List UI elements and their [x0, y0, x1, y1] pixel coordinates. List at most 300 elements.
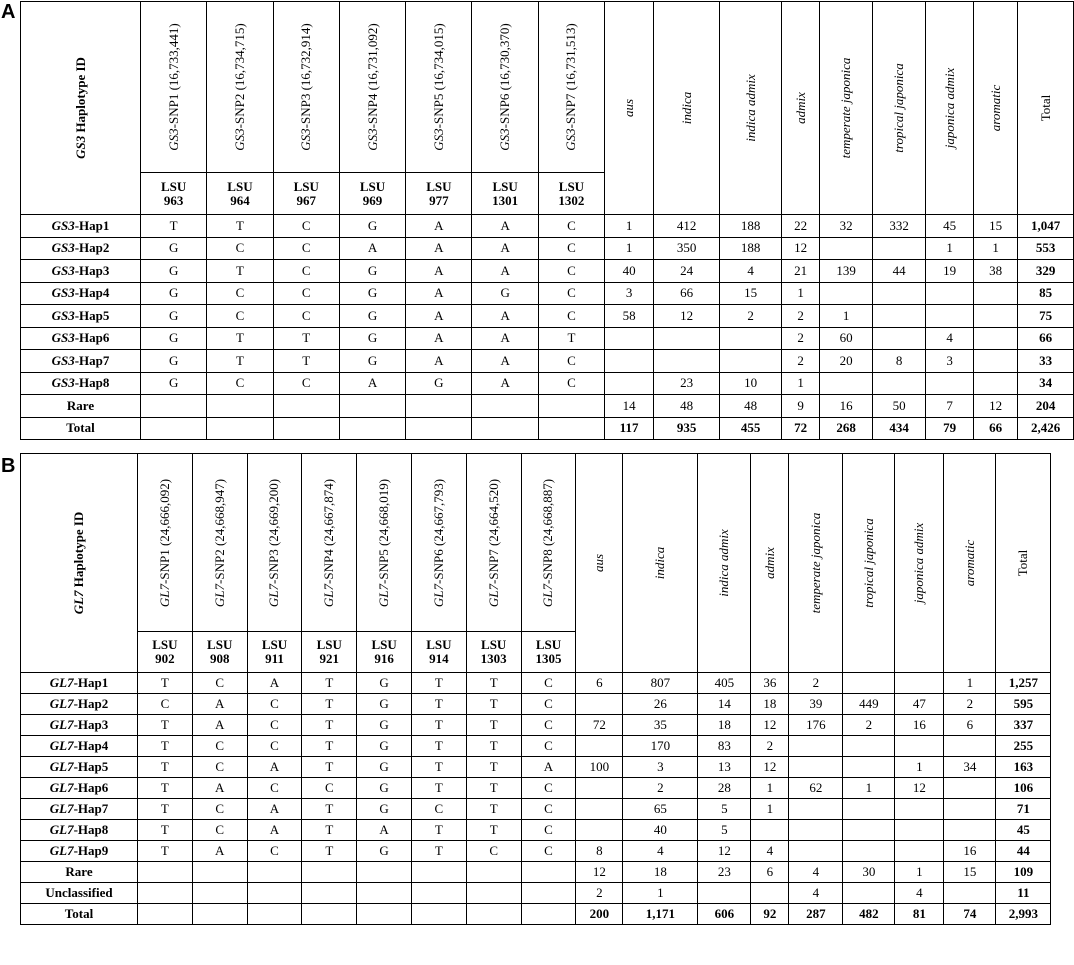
count-cell: 2	[782, 305, 820, 328]
snp-header	[472, 2, 538, 173]
count-cell: 100	[576, 757, 623, 778]
snp-allele: C	[192, 820, 247, 841]
snp-allele: C	[521, 799, 576, 820]
count-cell: 4	[789, 883, 843, 904]
lsu-label: LSU 914	[426, 637, 452, 666]
count-cell: 4	[720, 260, 782, 283]
snp-allele: T	[466, 673, 521, 694]
snp-position: -SNP4 (16,731,092)	[364, 23, 380, 129]
summary-label: Rare	[21, 862, 138, 883]
snp-allele: T	[207, 327, 273, 350]
count-cell: 455	[720, 417, 782, 440]
gene-name: GS3	[563, 128, 579, 151]
subpopulation-header	[782, 2, 820, 215]
table-row	[21, 799, 1051, 820]
snp-allele: C	[192, 736, 247, 757]
gene-name: GS3	[165, 128, 181, 151]
row-total: 66	[1018, 327, 1074, 350]
snp-allele: C	[247, 736, 302, 757]
count-cell: 2	[944, 694, 996, 715]
snp-header	[411, 454, 466, 632]
lsu-id	[357, 632, 412, 673]
haplotype-id	[21, 282, 141, 305]
summary-row	[21, 883, 1051, 904]
empty-cell	[339, 395, 405, 418]
header-label: Haplotype ID	[72, 57, 88, 136]
haplotype-suffix: -Hap9	[73, 843, 109, 858]
count-cell: 2	[720, 305, 782, 328]
count-cell: 139	[820, 260, 873, 283]
subpopulation-header	[926, 2, 974, 215]
snp-header	[207, 2, 273, 173]
snp-header	[273, 2, 339, 173]
snp-allele: G	[406, 372, 472, 395]
count-cell: 24	[654, 260, 720, 283]
snp-allele: C	[538, 372, 604, 395]
count-cell	[654, 350, 720, 373]
snp-allele: C	[302, 778, 357, 799]
subpopulation-header	[720, 2, 782, 215]
empty-cell	[138, 904, 193, 925]
snp-allele: C	[247, 778, 302, 799]
snp-position: -SNP8 (24,668,887)	[540, 478, 556, 584]
count-cell	[789, 799, 843, 820]
snp-allele: C	[521, 673, 576, 694]
count-cell: 28	[698, 778, 751, 799]
haplotype-id	[21, 715, 138, 736]
count-cell: 1	[944, 673, 996, 694]
subpopulation-header	[843, 454, 895, 673]
snp-position: -SNP7 (24,664,520)	[485, 478, 501, 584]
snp-allele: T	[141, 215, 207, 238]
lsu-id	[472, 173, 538, 215]
gene-name: GS3	[72, 135, 88, 159]
haplotype-suffix: -Hap3	[73, 717, 109, 732]
gene-name: GL7	[49, 717, 74, 732]
count-cell: 12	[576, 862, 623, 883]
count-cell: 4	[751, 841, 789, 862]
gene-name: GL7	[49, 696, 74, 711]
count-cell	[820, 237, 873, 260]
empty-cell	[357, 862, 412, 883]
snp-allele: T	[302, 820, 357, 841]
snp-allele: G	[357, 757, 412, 778]
snp-allele: G	[141, 350, 207, 373]
lsu-id	[411, 632, 466, 673]
header-row	[21, 454, 1051, 632]
lsu-label: LSU 977	[426, 178, 452, 208]
lsu-label: LSU 1305	[535, 637, 562, 666]
count-cell: 188	[720, 237, 782, 260]
count-cell	[843, 799, 895, 820]
count-cell: 5	[698, 820, 751, 841]
empty-cell	[141, 395, 207, 418]
row-total: 85	[1018, 282, 1074, 305]
count-cell: 14	[605, 395, 654, 418]
empty-cell	[247, 883, 302, 904]
snp-allele: A	[192, 694, 247, 715]
count-cell: 8	[873, 350, 926, 373]
snp-allele: G	[141, 327, 207, 350]
empty-cell	[521, 862, 576, 883]
snp-header	[521, 454, 576, 632]
count-cell: 1	[895, 757, 944, 778]
haplotype-suffix: -Hap6	[74, 330, 110, 346]
snp-allele: C	[273, 260, 339, 283]
subpopulation-header	[944, 454, 996, 673]
count-cell: 65	[623, 799, 698, 820]
count-cell: 20	[820, 350, 873, 373]
count-cell	[926, 372, 974, 395]
gene-name: GS3	[231, 128, 247, 151]
gene-name: GL7	[430, 583, 446, 607]
count-cell: 606	[698, 904, 751, 925]
count-cell	[576, 694, 623, 715]
lsu-label: LSU 902	[152, 637, 178, 666]
snp-allele: C	[521, 736, 576, 757]
count-cell: 22	[782, 215, 820, 238]
count-cell	[789, 820, 843, 841]
gene-name: GL7	[266, 583, 282, 607]
snp-allele: C	[192, 757, 247, 778]
count-cell	[873, 327, 926, 350]
table-row	[21, 350, 1074, 373]
snp-allele: C	[273, 372, 339, 395]
table-row	[21, 715, 1051, 736]
count-cell	[895, 841, 944, 862]
header-label: Haplotype ID	[71, 511, 86, 591]
count-cell: 2	[782, 350, 820, 373]
table-row	[21, 305, 1074, 328]
haplotype-suffix: -Hap4	[74, 285, 110, 301]
snp-allele: T	[411, 673, 466, 694]
subpopulation-header	[751, 454, 789, 673]
count-cell	[944, 736, 996, 757]
empty-cell	[411, 904, 466, 925]
count-cell: 16	[820, 395, 873, 418]
count-cell	[605, 372, 654, 395]
empty-cell	[472, 395, 538, 418]
count-cell	[974, 372, 1018, 395]
haplotype-suffix: -Hap8	[74, 375, 110, 391]
subpopulation-label: temperate japonica	[838, 57, 854, 159]
snp-allele: C	[207, 282, 273, 305]
snp-header	[192, 454, 247, 632]
gene-name: GL7	[156, 583, 172, 607]
subpopulation-label: tropical japonica	[891, 63, 907, 153]
empty-cell	[472, 417, 538, 440]
count-cell	[751, 820, 789, 841]
summary-label: Total	[21, 904, 138, 925]
count-cell: 40	[623, 820, 698, 841]
snp-allele: T	[138, 673, 193, 694]
snp-allele: T	[411, 715, 466, 736]
count-cell: 117	[605, 417, 654, 440]
lsu-id	[207, 173, 273, 215]
snp-allele: T	[138, 715, 193, 736]
empty-cell	[192, 904, 247, 925]
snp-allele: A	[339, 372, 405, 395]
subpopulation-label: temperate japonica	[807, 512, 823, 614]
snp-header	[357, 454, 412, 632]
snp-allele: C	[273, 305, 339, 328]
count-cell	[843, 841, 895, 862]
snp-allele: A	[339, 237, 405, 260]
snp-allele: T	[411, 757, 466, 778]
count-cell: 1	[623, 883, 698, 904]
count-cell: 16	[944, 841, 996, 862]
snp-allele: C	[207, 305, 273, 328]
count-cell	[820, 282, 873, 305]
snp-allele: A	[472, 327, 538, 350]
count-cell	[576, 736, 623, 757]
snp-header	[138, 454, 193, 632]
snp-allele: A	[406, 237, 472, 260]
haplotype-id	[21, 372, 141, 395]
haplotype-id	[21, 350, 141, 373]
haplotype-id	[21, 736, 138, 757]
count-cell	[720, 327, 782, 350]
count-cell	[926, 305, 974, 328]
snp-header	[247, 454, 302, 632]
snp-position: -SNP1 (24,666,092)	[156, 478, 172, 584]
count-cell: 4	[926, 327, 974, 350]
snp-allele: T	[302, 841, 357, 862]
snp-allele: G	[339, 282, 405, 305]
snp-allele: C	[521, 778, 576, 799]
count-cell	[873, 282, 926, 305]
empty-cell	[466, 904, 521, 925]
gene-name: GS3	[51, 285, 75, 301]
subpopulation-label: admix	[761, 547, 777, 579]
snp-allele: C	[538, 282, 604, 305]
snp-allele: A	[521, 757, 576, 778]
snp-position: -SNP7 (16,731,513)	[563, 23, 579, 129]
empty-cell	[466, 862, 521, 883]
subpopulation-header	[605, 2, 654, 215]
lsu-label: LSU 916	[371, 637, 397, 666]
row-total: 163	[996, 757, 1051, 778]
empty-cell	[357, 883, 412, 904]
haplotype-id	[21, 305, 141, 328]
haplotype-id	[21, 327, 141, 350]
gene-name: GS3	[51, 330, 75, 346]
subpopulation-header	[576, 454, 623, 673]
count-cell: 2	[751, 736, 789, 757]
haplotype-suffix: -Hap3	[74, 262, 110, 278]
count-cell: 18	[623, 862, 698, 883]
count-cell: 332	[873, 215, 926, 238]
summary-row	[21, 417, 1074, 440]
count-cell	[751, 883, 789, 904]
count-cell: 14	[698, 694, 751, 715]
count-cell: 434	[873, 417, 926, 440]
count-cell: 21	[782, 260, 820, 283]
empty-cell	[538, 417, 604, 440]
snp-allele: C	[207, 237, 273, 260]
empty-cell	[357, 904, 412, 925]
empty-cell	[302, 862, 357, 883]
count-cell: 19	[926, 260, 974, 283]
count-cell: 7	[926, 395, 974, 418]
table-row	[21, 260, 1074, 283]
haplotype-id-header	[21, 454, 138, 673]
snp-allele: G	[357, 778, 412, 799]
count-cell: 1,171	[623, 904, 698, 925]
snp-allele: T	[138, 778, 193, 799]
count-cell: 6	[751, 862, 789, 883]
snp-allele: G	[357, 715, 412, 736]
count-cell: 60	[820, 327, 873, 350]
row-total: 337	[996, 715, 1051, 736]
count-cell: 482	[843, 904, 895, 925]
total-header	[996, 454, 1051, 673]
snp-allele: C	[538, 260, 604, 283]
total-label: Total	[1015, 549, 1031, 577]
haplotype-suffix: -Hap2	[74, 240, 110, 256]
snp-allele: G	[141, 282, 207, 305]
snp-allele: A	[247, 673, 302, 694]
table-row	[21, 282, 1074, 305]
empty-cell	[521, 883, 576, 904]
count-cell	[944, 778, 996, 799]
count-cell: 8	[576, 841, 623, 862]
table-row	[21, 841, 1051, 862]
count-cell: 1	[605, 237, 654, 260]
snp-header	[406, 2, 472, 173]
snp-allele: A	[472, 350, 538, 373]
lsu-id	[302, 632, 357, 673]
haplotype-id	[21, 841, 138, 862]
snp-allele: G	[339, 305, 405, 328]
snp-allele: A	[406, 282, 472, 305]
count-cell: 1	[605, 215, 654, 238]
count-cell: 4	[623, 841, 698, 862]
gene-name: GS3	[364, 128, 380, 151]
gene-name: GL7	[49, 675, 74, 690]
count-cell: 62	[789, 778, 843, 799]
count-cell: 4	[789, 862, 843, 883]
lsu-id	[538, 173, 604, 215]
count-cell: 12	[751, 757, 789, 778]
table-row	[21, 237, 1074, 260]
subpopulation-header	[789, 454, 843, 673]
count-cell: 1	[782, 282, 820, 305]
lsu-label: LSU 967	[293, 178, 319, 208]
snp-allele: T	[302, 715, 357, 736]
snp-allele: C	[521, 820, 576, 841]
gene-name: GS3	[51, 240, 75, 256]
lsu-id	[247, 632, 302, 673]
snp-allele: C	[138, 694, 193, 715]
snp-allele: T	[411, 778, 466, 799]
count-cell: 81	[895, 904, 944, 925]
count-cell: 23	[698, 862, 751, 883]
count-cell: 12	[782, 237, 820, 260]
snp-allele: T	[466, 694, 521, 715]
subpopulation-label: aromatic	[987, 84, 1003, 132]
haplotype-suffix: -Hap1	[73, 675, 109, 690]
haplotype-suffix: -Hap6	[73, 780, 109, 795]
count-cell: 16	[895, 715, 944, 736]
count-cell: 12	[895, 778, 944, 799]
lsu-id	[273, 173, 339, 215]
snp-allele: C	[273, 215, 339, 238]
count-cell	[605, 327, 654, 350]
count-cell: 268	[820, 417, 873, 440]
count-cell: 449	[843, 694, 895, 715]
snp-allele: C	[273, 282, 339, 305]
subpopulation-label: admix	[792, 92, 808, 124]
gene-name: GL7	[485, 583, 501, 607]
subpopulation-header	[654, 2, 720, 215]
subpopulation-header	[974, 2, 1018, 215]
snp-allele: C	[192, 799, 247, 820]
count-cell: 2	[623, 778, 698, 799]
count-cell: 12	[974, 395, 1018, 418]
snp-position: -SNP5 (24,668,019)	[376, 478, 392, 584]
count-cell: 58	[605, 305, 654, 328]
row-total: 255	[996, 736, 1051, 757]
gene-name: GL7	[71, 590, 86, 615]
haplotype-suffix: -Hap4	[73, 738, 109, 753]
lsu-label: LSU 1302	[558, 178, 585, 208]
count-cell: 26	[623, 694, 698, 715]
count-cell: 39	[789, 694, 843, 715]
haplotype-id	[21, 820, 138, 841]
empty-cell	[406, 395, 472, 418]
table-row	[21, 372, 1074, 395]
row-total: 329	[1018, 260, 1074, 283]
snp-allele: C	[247, 694, 302, 715]
snp-allele: G	[141, 305, 207, 328]
snp-allele: T	[207, 215, 273, 238]
lsu-id	[466, 632, 521, 673]
count-cell	[820, 372, 873, 395]
snp-allele: C	[521, 841, 576, 862]
haplotype-suffix: -Hap5	[73, 759, 109, 774]
table-row	[21, 778, 1051, 799]
count-cell: 45	[926, 215, 974, 238]
panel-a-letter: A	[1, 1, 16, 23]
count-cell	[974, 327, 1018, 350]
count-cell: 44	[873, 260, 926, 283]
snp-position: -SNP2 (24,668,947)	[211, 478, 227, 584]
snp-allele: G	[357, 799, 412, 820]
snp-allele: G	[141, 237, 207, 260]
empty-cell	[411, 862, 466, 883]
row-total: 2,993	[996, 904, 1051, 925]
row-total: 44	[996, 841, 1051, 862]
haplotype-suffix: -Hap5	[74, 307, 110, 323]
haplotype-id	[21, 799, 138, 820]
count-cell: 47	[895, 694, 944, 715]
empty-cell	[138, 883, 193, 904]
count-cell: 1	[926, 237, 974, 260]
count-cell: 350	[654, 237, 720, 260]
snp-allele: C	[521, 715, 576, 736]
empty-cell	[339, 417, 405, 440]
count-cell: 92	[751, 904, 789, 925]
count-cell: 38	[974, 260, 1018, 283]
empty-cell	[192, 883, 247, 904]
snp-allele: T	[138, 841, 193, 862]
snp-allele: G	[141, 260, 207, 283]
count-cell: 72	[576, 715, 623, 736]
row-total: 45	[996, 820, 1051, 841]
count-cell: 1	[782, 372, 820, 395]
snp-allele: T	[273, 327, 339, 350]
